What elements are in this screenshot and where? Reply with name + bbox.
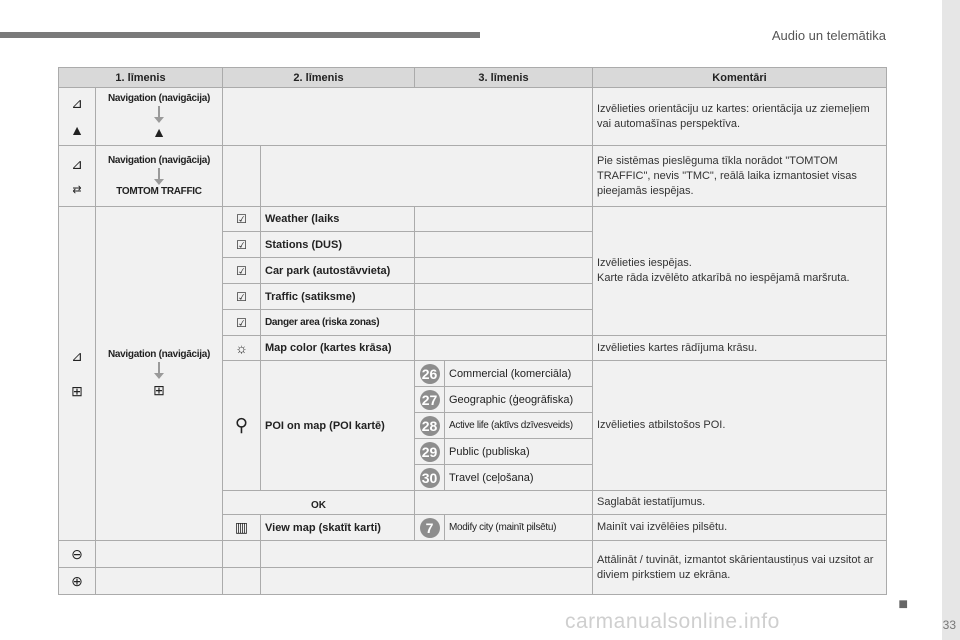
checkbox-icon[interactable]: ☑	[223, 310, 261, 336]
empty-cell	[261, 541, 593, 568]
map-color-button[interactable]: Map color (kartes krāsa)	[261, 336, 415, 361]
poi-public[interactable]: Public (publiska)	[445, 439, 593, 465]
checkbox-icon[interactable]: ☑	[223, 207, 261, 232]
poi-on-map-button[interactable]: POI on map (POI kartē)	[261, 361, 415, 491]
badge-cell	[415, 515, 445, 541]
ok-button[interactable]: OK	[311, 499, 326, 511]
checkbox-icon[interactable]: ☑	[223, 232, 261, 258]
option-danger-area[interactable]: Danger area (riska zonas)	[261, 310, 415, 336]
header-level2: 2. līmenis	[223, 68, 415, 88]
empty-cell	[415, 284, 593, 310]
empty-cell	[415, 310, 593, 336]
poi-travel[interactable]: Travel (ceļošana)	[445, 465, 593, 491]
step-badge: 28	[420, 416, 440, 436]
empty-cell	[261, 568, 593, 595]
empty-cell	[223, 568, 261, 595]
map-icon: ⊞	[71, 382, 83, 399]
empty-cell	[223, 146, 261, 207]
navigation-icon: ⊿	[71, 347, 83, 364]
empty-cell	[261, 146, 593, 207]
zoom-out-icon[interactable]: ⊖	[59, 541, 96, 568]
zoom-comment: Attālināt / tuvināt, izmantot skārientaustiņus vai uzsitot ar diviem pirkstiem uz ekrāna.	[593, 541, 887, 595]
empty-cell	[223, 88, 593, 146]
table-row	[59, 146, 887, 207]
header-level3: 3. līmenis	[415, 68, 593, 88]
section-title: Audio un telemātika	[771, 28, 886, 43]
traffic-icon: ⇄	[72, 184, 82, 196]
header-comments: Komentāri	[593, 68, 887, 88]
empty-cell	[415, 336, 593, 361]
option-weather[interactable]: Weather (laiks	[261, 207, 415, 232]
option-stations[interactable]: Stations (DUS)	[261, 232, 415, 258]
empty-cell	[223, 541, 261, 568]
down-arrow-icon	[158, 362, 160, 374]
poi-active-life[interactable]: Active life (aktīvs dzīvesveids)	[445, 413, 593, 439]
nav-icon-cell	[59, 146, 96, 207]
modify-city-button[interactable]: Modify city (mainīt pilsētu)	[445, 515, 593, 541]
page-edge-strip	[942, 0, 960, 640]
navigation-label: Navigation (navigācija)	[107, 155, 211, 166]
nav-label-cell	[96, 146, 223, 207]
empty-cell	[415, 232, 593, 258]
comment-cell: Pie sistēmas pieslēguma tīkla norādot "TOMTOM TRAFFIC", nevis "TMC", reālā laika izmantosiet visas pieejamās iespējas.	[593, 146, 887, 207]
checkbox-icon[interactable]: ☑	[223, 284, 261, 310]
step-badge: 7	[420, 518, 440, 538]
map-view-icon[interactable]: ▥	[223, 515, 261, 541]
navigation-label: Navigation (navigācija)	[107, 348, 211, 360]
options-comment: Izvēlieties iespējas. Karte rāda izvēlēto atkarībā no iespējamā maršruta.	[593, 207, 887, 336]
step-badge: 26	[420, 364, 440, 384]
badge-cell	[415, 361, 445, 387]
empty-cell	[415, 491, 593, 515]
zoom-in-icon[interactable]: ⊕	[59, 568, 96, 595]
ok-cell	[223, 491, 415, 515]
down-arrow-icon	[158, 106, 160, 118]
badge-cell	[415, 465, 445, 491]
ok-comment: Saglabāt iestatījumus.	[593, 491, 887, 515]
navigation-icon: ⊿	[71, 95, 83, 111]
nav-icon-cell	[59, 207, 96, 541]
page-number: 33	[942, 618, 956, 632]
top-rule	[0, 32, 480, 38]
settings-table	[58, 67, 887, 595]
nav-label-cell	[96, 88, 223, 146]
table-row	[59, 541, 887, 568]
step-badge: 29	[420, 442, 440, 462]
header-level1: 1. līmenis	[59, 68, 223, 88]
north-arrow-icon: ▲	[70, 122, 84, 138]
empty-cell	[415, 258, 593, 284]
table-row	[59, 88, 887, 146]
tomtom-traffic-label: TOMTOM TRAFFIC	[116, 186, 202, 197]
poi-commercial[interactable]: Commercial (komerciāla)	[445, 361, 593, 387]
option-traffic[interactable]: Traffic (satiksme)	[261, 284, 415, 310]
empty-cell	[96, 541, 223, 568]
map-icon: ⊞	[153, 381, 165, 398]
checkbox-icon[interactable]: ☑	[223, 258, 261, 284]
poi-comment: Izvēlieties atbilstošos POI.	[593, 361, 887, 491]
poi-icon[interactable]: ⚲	[223, 361, 261, 491]
down-arrow-icon	[158, 168, 160, 180]
brightness-icon[interactable]: ☼	[223, 336, 261, 361]
map-color-comment: Izvēlieties kartes rādījuma krāsu.	[593, 336, 887, 361]
empty-cell	[415, 207, 593, 232]
badge-cell	[415, 413, 445, 439]
view-map-comment: Mainīt vai izvēlēies pilsētu.	[593, 515, 887, 541]
header-row	[59, 68, 887, 88]
empty-cell	[96, 568, 223, 595]
poi-geographic[interactable]: Geographic (ģeogrāfiska)	[445, 387, 593, 413]
step-badge: 27	[420, 390, 440, 410]
step-badge: 30	[420, 468, 440, 488]
option-car-park[interactable]: Car park (autostāvvieta)	[261, 258, 415, 284]
view-map-button[interactable]: View map (skatīt karti)	[261, 515, 415, 541]
table-row	[59, 207, 887, 232]
north-arrow-icon: ▲	[152, 124, 166, 140]
navigation-label: Navigation (navigācija)	[107, 93, 211, 104]
nav-label-cell	[96, 207, 223, 541]
badge-cell	[415, 439, 445, 465]
watermark: carmanualsonline.info	[565, 610, 780, 633]
navigation-icon: ⊿	[71, 156, 83, 172]
badge-cell	[415, 387, 445, 413]
page-marker: ■	[898, 596, 908, 613]
nav-icon-cell	[59, 88, 96, 146]
comment-cell: Izvēlieties orientāciju uz kartes: orientācija uz ziemeļiem vai automašīnas perspektīva.	[593, 88, 887, 146]
